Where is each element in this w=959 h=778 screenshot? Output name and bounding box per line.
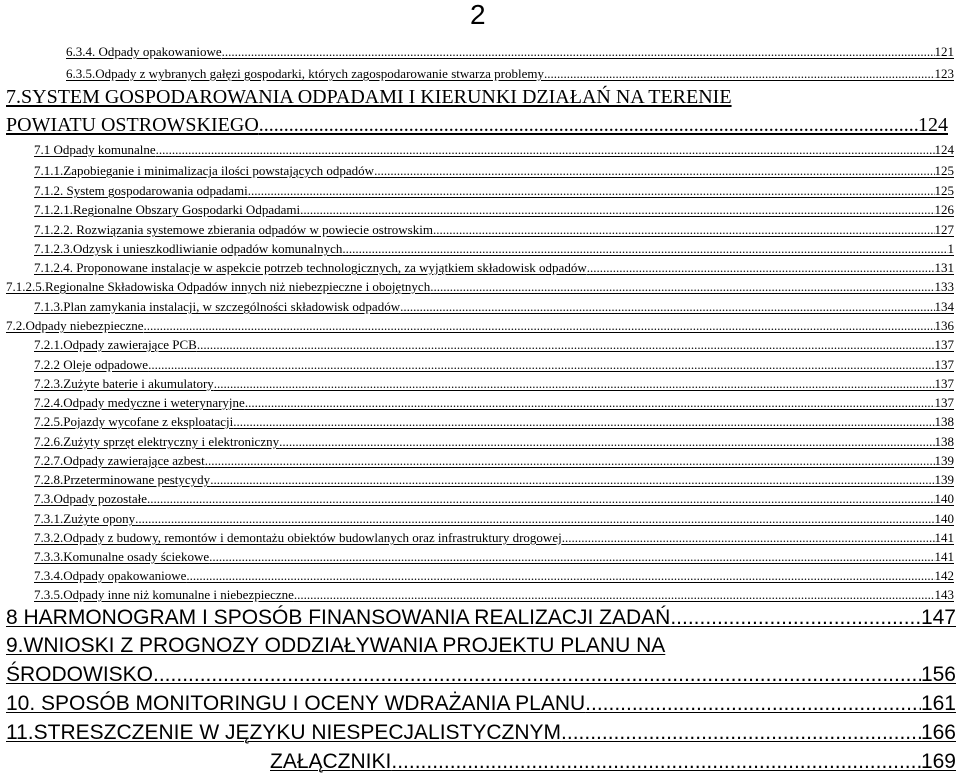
toc-dot-leader	[144, 318, 935, 334]
toc-entry-title: 9.WNIOSKI Z PROGNOZY ODDZIAŁYWANIA PROJEKTU PLANU NA	[6, 634, 666, 657]
toc-dot-leader	[148, 357, 934, 373]
toc-dot-leader	[222, 44, 935, 60]
toc-entry-page: 134	[934, 299, 954, 314]
toc-entry-title: 7.2.5.Pojazdy wycofane z eksploatacji	[34, 414, 234, 429]
toc-entry-title: ŚRODOWISKO	[6, 663, 154, 686]
toc-entry-page: 1	[947, 241, 954, 256]
toc-entry-page: 123	[934, 66, 954, 81]
toc-entry[interactable]	[34, 414, 954, 430]
toc-entry-title: 6.3.5.Odpady z wybranych gałęzi gospodarki, których zagospodarowanie stwarza problemy	[66, 66, 544, 81]
toc-entry-page: 156	[920, 663, 956, 686]
toc-entry[interactable]	[66, 44, 954, 60]
toc-entry-title: 10. SPOSÓB MONITORINGU I OCENY WDRAŻANIA PLANU	[6, 692, 586, 715]
toc-entry-title: 7.1.2. System gospodarowania odpadami	[34, 183, 248, 198]
toc-entry-page: 140	[934, 511, 954, 526]
toc-entry-title: 7.2.7.Odpady zawierające azbest	[34, 453, 205, 468]
toc-entry-title: 7.3.1.Zużyte opony	[34, 511, 136, 526]
toc-dot-leader	[561, 721, 921, 745]
toc-entry-page: 141	[934, 530, 954, 545]
toc-entry-title: POWIATU OSTROWSKIEGO	[6, 114, 259, 136]
toc-dot-leader	[245, 395, 935, 411]
toc-dot-leader	[147, 491, 934, 507]
toc-entry-page: 137	[934, 376, 954, 391]
toc-entry[interactable]	[34, 163, 954, 179]
toc-entry-title: ZAŁĄCZNIKI	[270, 750, 392, 773]
toc-entry-title: 7.2.8.Przeterminowane pestycydy	[34, 472, 211, 487]
toc-entry[interactable]	[34, 376, 954, 392]
toc-dot-leader	[400, 299, 934, 315]
toc-entry[interactable]	[34, 530, 954, 546]
toc-entry[interactable]	[270, 750, 956, 774]
toc-entry[interactable]	[6, 114, 948, 136]
toc-entry[interactable]	[34, 202, 954, 218]
page-number: 2	[470, 0, 486, 30]
toc-entry[interactable]	[34, 241, 954, 257]
toc-entry-page: 121	[934, 44, 954, 59]
toc-entry-title: 7.1.2.1.Regionalne Obszary Gospodarki Odpadami	[34, 202, 301, 217]
toc-entry-page: 138	[934, 414, 954, 429]
toc-entry-page: 143	[934, 587, 954, 602]
toc-entry-title: 6.3.4. Odpady opakowaniowe	[66, 44, 222, 59]
toc-entry[interactable]	[6, 606, 956, 630]
toc-dot-leader	[210, 472, 934, 488]
toc-entry-page: 147	[920, 606, 956, 629]
toc-dot-leader	[205, 453, 935, 469]
toc-dot-leader	[587, 260, 935, 276]
toc-entry-page: 140	[934, 491, 954, 506]
toc-dot-leader	[342, 241, 947, 257]
toc-dot-leader	[209, 549, 934, 565]
toc-dot-leader	[585, 692, 921, 716]
toc-entry-title: 7.1.2.4. Proponowane instalacje w aspekcie potrzeb technologicznych, za wyjątkiem składowisk odpadów	[34, 260, 587, 275]
toc-entry[interactable]	[6, 692, 956, 716]
toc-entry-title: 7.2.4.Odpady medyczne i weterynaryjne	[34, 395, 245, 410]
toc-entry[interactable]	[6, 318, 954, 334]
toc-dot-leader	[433, 222, 935, 238]
toc-dot-leader	[391, 750, 921, 774]
toc-dot-leader	[279, 434, 934, 450]
toc-entry-title: 7.2.3.Zużyte baterie i akumulatory	[34, 376, 214, 391]
toc-entry[interactable]	[34, 299, 954, 315]
toc-entry[interactable]	[34, 357, 954, 373]
toc-entry-page: 127	[934, 222, 954, 237]
toc-entry-title: 7.1.1.Zapobieganie i minimalizacja ilości powstających odpadów	[34, 163, 375, 178]
toc-entry-title: 8 HARMONOGRAM I SPOSÓB FINANSOWANIA REALIZACJI ZADAŃ	[6, 606, 671, 629]
toc-entry-title: 7.2.Odpady niebezpieczne	[6, 318, 144, 333]
toc-entry-page: 126	[934, 202, 954, 217]
toc-entry-title: 7.1.2.3.Odzysk i unieszkodliwianie odpadów komunalnych	[34, 241, 343, 256]
toc-dot-leader	[294, 587, 935, 603]
toc-entry-page: 137	[934, 337, 954, 352]
toc-dot-leader	[156, 142, 935, 158]
toc-entry[interactable]	[66, 66, 954, 82]
toc-entry[interactable]	[6, 279, 954, 295]
toc-entry-title: 7.3.3.Komunalne osady ściekowe	[34, 549, 210, 564]
toc-entry-title: 7.3.2.Odpady z budowy, remontów i demontażu obiektów budowlanych oraz infrastruktury drogowej	[34, 530, 562, 545]
toc-entry[interactable]	[34, 549, 954, 565]
toc-entry-page: 131	[934, 260, 954, 275]
toc-entry-title: 11.STRESZCZENIE W JĘZYKU NIESPECJALISTYCZNYM	[6, 721, 562, 744]
toc-entry-page: 125	[934, 183, 954, 198]
toc-entry[interactable]	[34, 472, 954, 488]
toc-entry[interactable]	[34, 491, 954, 507]
toc-entry[interactable]	[34, 453, 954, 469]
toc-entry[interactable]	[34, 222, 954, 238]
toc-entry-page: 137	[934, 357, 954, 372]
toc-entry-title: 7.1 Odpady komunalne	[34, 142, 156, 157]
toc-entry-title: 7.SYSTEM GOSPODAROWANIA ODPADAMI I KIERUNKI DZIAŁAŃ NA TERENIE	[6, 86, 732, 108]
toc-entry-page: 124	[934, 142, 954, 157]
toc-entry[interactable]	[6, 86, 954, 108]
toc-entry-page: 138	[934, 434, 954, 449]
toc-entry-page: 124	[918, 114, 948, 136]
toc-dot-leader	[248, 183, 935, 199]
toc-dot-leader	[430, 279, 934, 295]
toc-dot-leader	[562, 530, 935, 546]
toc-dot-leader	[153, 663, 921, 687]
toc-entry[interactable]	[34, 260, 954, 276]
toc-entry-page: 166	[920, 721, 956, 744]
toc-entry-title: 7.1.3.Plan zamykania instalacji, w szczególności składowisk odpadów	[34, 299, 401, 314]
toc-entry-page: 142	[934, 568, 954, 583]
toc-entry[interactable]	[34, 395, 954, 411]
toc-entry-title: 7.3.Odpady pozostałe	[34, 491, 148, 506]
toc-entry-page: 169	[920, 750, 956, 773]
toc-entry-page: 137	[934, 395, 954, 410]
toc-entry[interactable]	[6, 663, 956, 687]
toc-entry-title: 7.3.4.Odpady opakowaniowe	[34, 568, 187, 583]
toc-dot-leader	[197, 337, 935, 353]
toc-entry-page: 161	[920, 692, 956, 715]
toc-entry[interactable]	[6, 634, 956, 658]
toc-entry[interactable]	[34, 587, 954, 603]
toc-dot-leader	[214, 376, 935, 392]
toc-dot-leader	[544, 66, 935, 82]
toc-dot-leader	[186, 568, 934, 584]
toc-entry-page: 125	[934, 163, 954, 178]
toc-entry-title: 7.2.2 Oleje odpadowe	[34, 357, 149, 372]
toc-dot-leader	[300, 202, 934, 218]
toc-entry-title: 7.1.2.2. Rozwiązania systemowe zbierania odpadów w powiecie ostrowskim	[34, 222, 433, 237]
toc-entry-page: 139	[934, 453, 954, 468]
toc-dot-leader	[135, 511, 934, 527]
toc-entry[interactable]	[34, 434, 954, 450]
toc-entry-page: 141	[934, 549, 954, 564]
toc-dot-leader	[233, 414, 934, 430]
toc-entry[interactable]	[34, 142, 954, 158]
toc-entry[interactable]	[34, 337, 954, 353]
toc-entry-page: 133	[934, 279, 954, 294]
toc-entry[interactable]	[34, 183, 954, 199]
toc-entry-title: 7.2.6.Zużyty sprzęt elektryczny i elektroniczny	[34, 434, 280, 449]
toc-entry-title: 7.3.5.Odpady inne niż komunalne i niebezpieczne	[34, 587, 294, 602]
toc-entry-title: 7.2.1.Odpady zawierające PCB	[34, 337, 197, 352]
toc-dot-leader	[670, 606, 921, 630]
toc-entry-page: 139	[934, 472, 954, 487]
toc-dot-leader	[259, 114, 918, 136]
toc-entry-title: 7.1.2.5.Regionalne Składowiska Odpadów innych niż niebezpieczne i obojętnych	[6, 279, 431, 294]
toc-entry[interactable]	[34, 568, 954, 584]
toc-entry-page: 136	[934, 318, 954, 333]
toc-dot-leader	[374, 163, 934, 179]
toc-entry[interactable]	[34, 511, 954, 527]
toc-entry[interactable]	[6, 721, 956, 745]
